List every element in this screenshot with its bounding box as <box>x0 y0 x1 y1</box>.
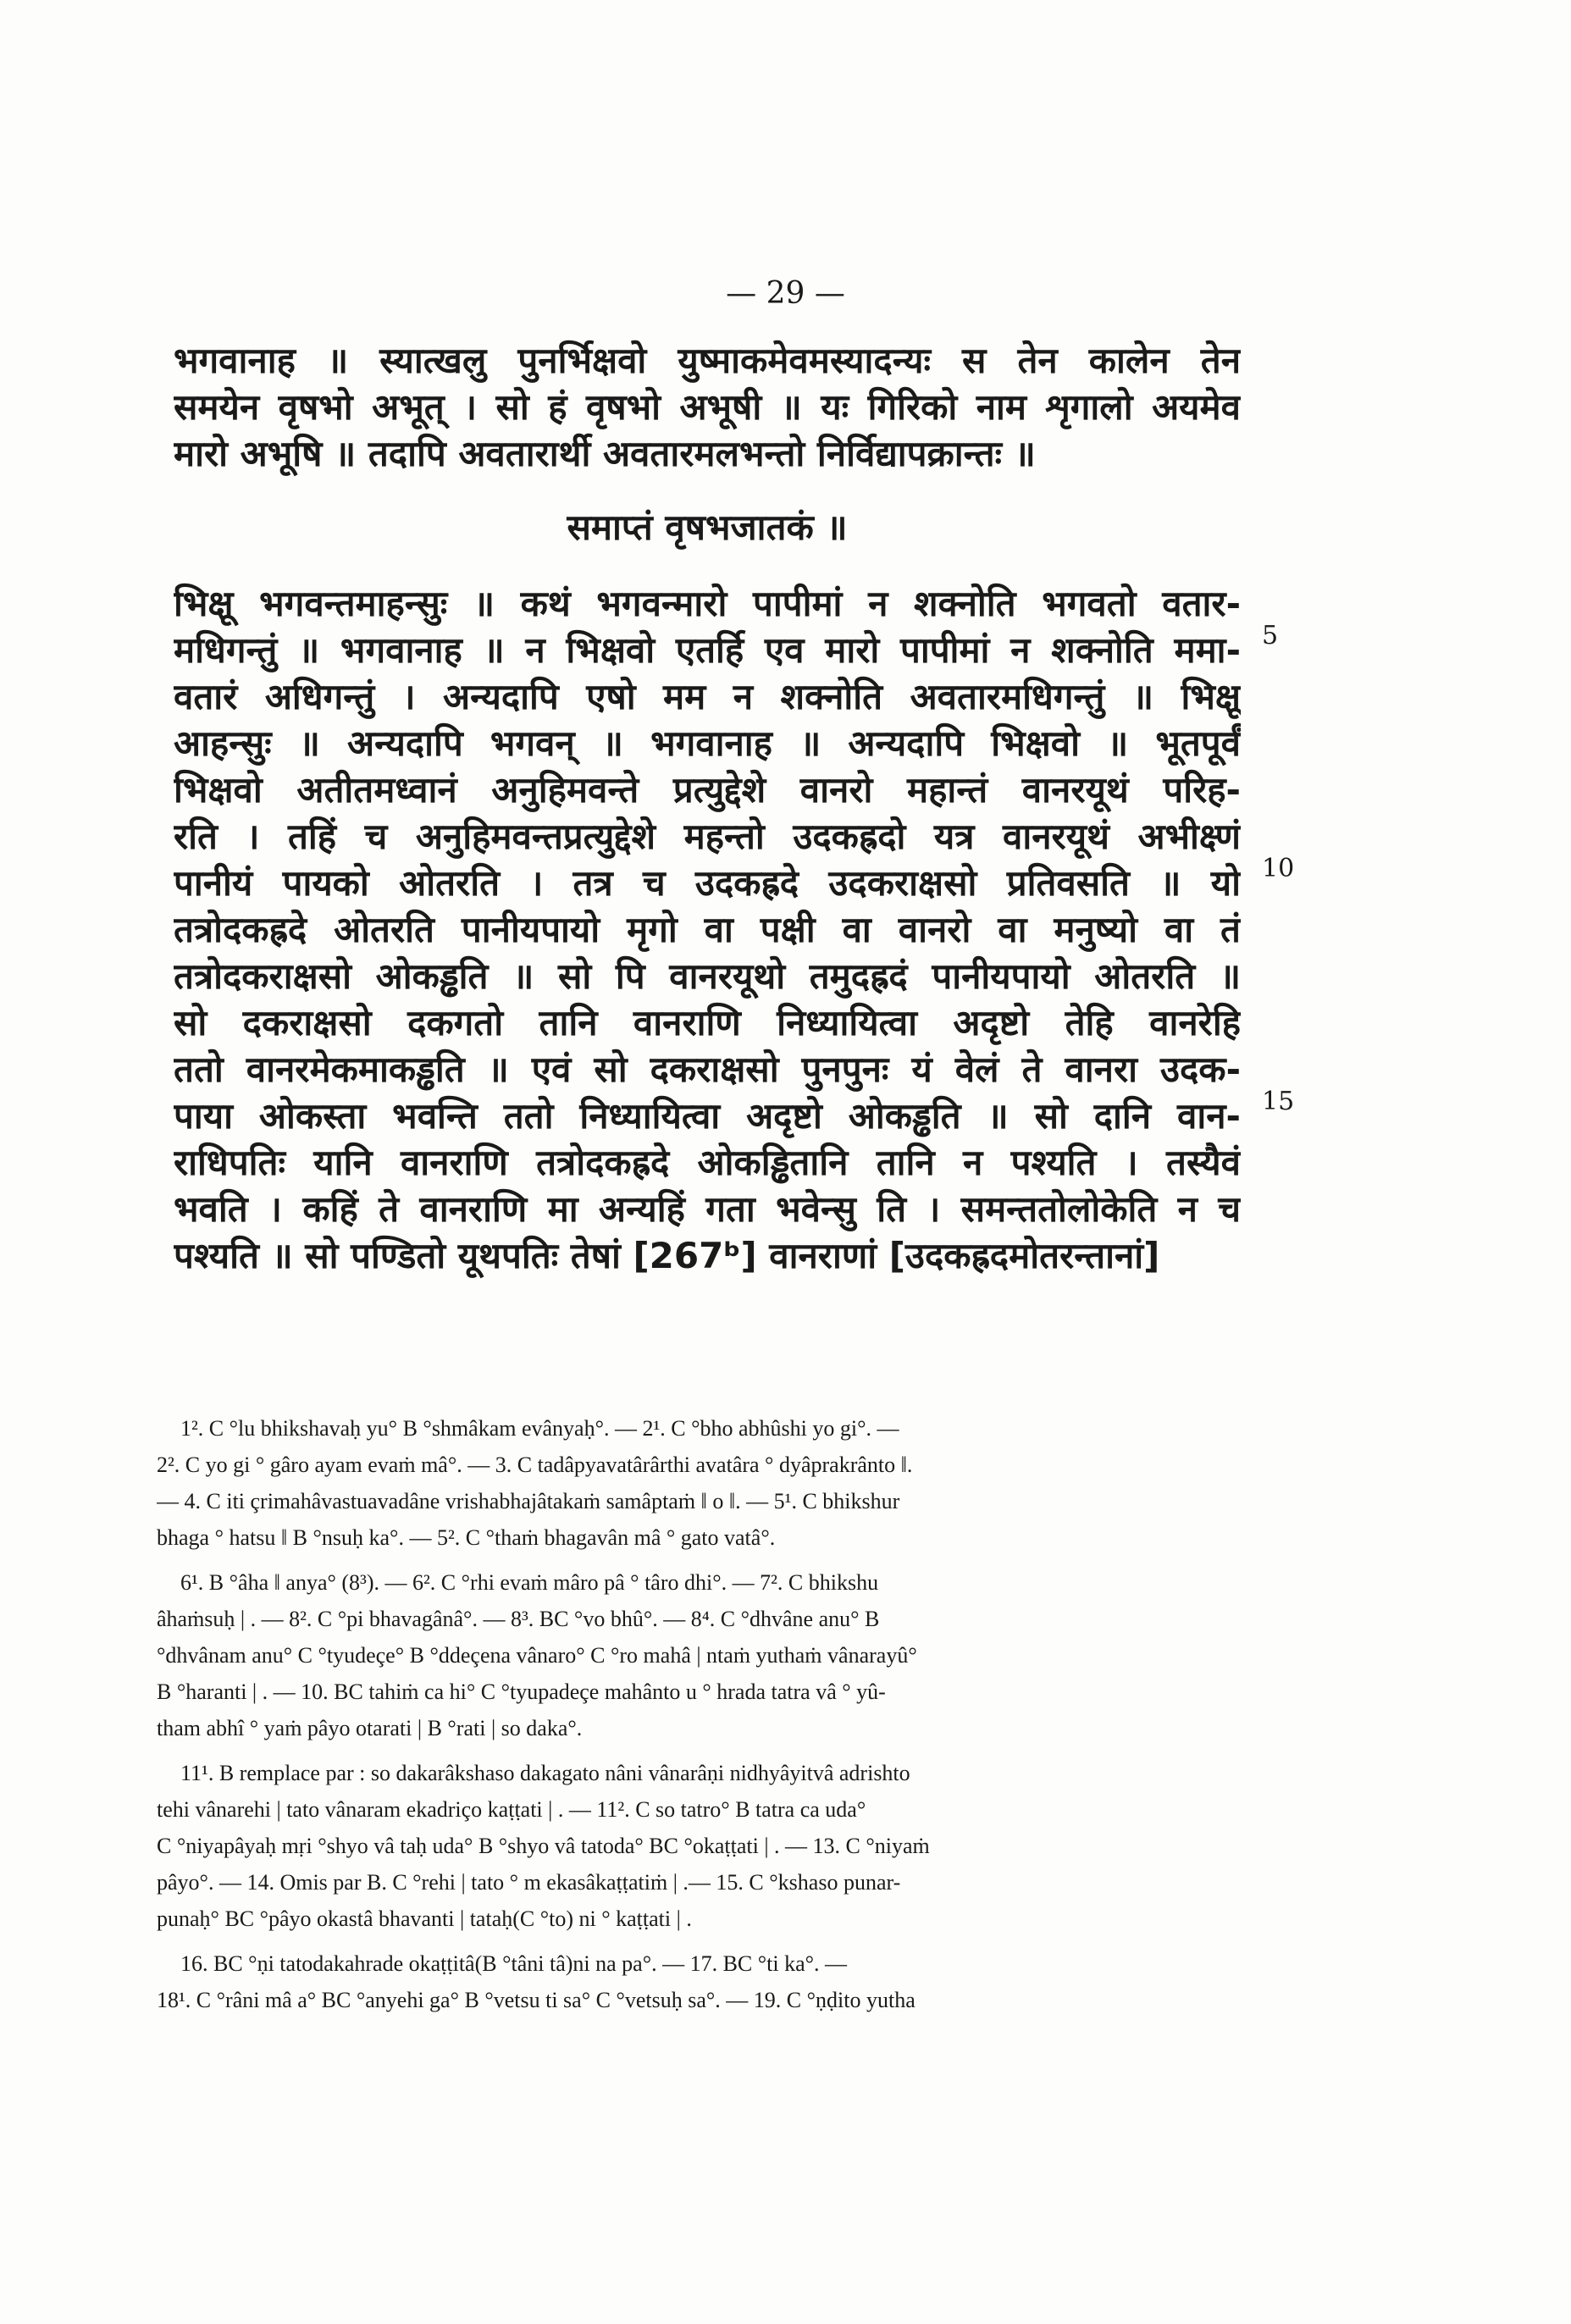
footnote-line: 11¹. B remplace par : so dakarâkshaso dakagato nâni vânarâṇi nidhyâyitvâ adrishto <box>180 1761 910 1785</box>
footnote-paragraph <box>157 1945 1236 2018</box>
footnote-line: — 4. C iti çrimahâvastuavadâne vrishabhajâtakaṁ samâptaṁ ‖ o ‖. — 5¹. C bhikshur <box>157 1489 900 1513</box>
line-number: 10 <box>1262 854 1295 883</box>
text-line: पाया ओकस्ता भवन्ति ततो निध्यायित्वा अदृष्टो ओकड्ढति ॥ सो दानि वान- <box>174 1095 1241 1137</box>
text-line: राधिपतिः यानि वानराणि तत्रोदकह्रदे ओकड्ढितानि तानि न पश्यति । तस्यैवं <box>174 1142 1241 1183</box>
text-line: पानीयं पायको ओतरति । तत्र च उदकह्रदे उदकराक्षसो प्रतिवसति ॥ यो <box>174 862 1241 904</box>
text-line: तत्रोदकराक्षसो ओकड्ढति ॥ सो पि वानरयूथो तमुदह्रदं पानीयपायो ओतरति ॥ <box>174 955 1241 997</box>
footnote-paragraph <box>157 1410 1236 1556</box>
sanskrit-text <box>174 337 1295 1279</box>
text-line: सो दकराक्षसो दकगतो तानि वानराणि निध्यायित्वा अदृष्टो तेहि वानरेहि <box>174 1002 1241 1043</box>
footnote-line: 18¹. C °râni mâ a° BC °anyehi ga° B °vetsu ti sa° C °vetsuḥ sa°. — 19. C °ṇḍito yutha <box>157 1988 915 2012</box>
text-line: समयेन वृषभो अभूत् । सो हं वृषभो अभूषी ॥ यः गिरिको नाम शृगालो अयमेव <box>174 386 1241 428</box>
page-number: — 29 — <box>726 276 845 311</box>
footnotes <box>157 1410 1236 2027</box>
footnote-line: punaḥ° BC °pâyo okastâ bhavanti | tataḥ(C °to) ni ° kaṭṭati | . <box>157 1906 692 1931</box>
footnote-line: 16. BC °ṇi tatodakahrade okaṭṭitâ(B °tâni tâ)ni na pa°. — 17. BC °ti ka°. — <box>180 1951 848 1976</box>
text-line: भिक्षू भगवन्तमाहन्सुः ॥ कथं भगवन्मारो पापीमां न शक्नोति भगवतो वतार- <box>174 583 1241 624</box>
text-line: भगवानाह ॥ स्यात्खलु पुनर्भिक्षवो युष्माकमेवमस्यादन्यः स तेन कालेन तेन <box>174 340 1241 381</box>
footnote-line: âhaṁsuḥ | . — 8². C °pi bhavagânâ°. — 8³. BC °vo bhû°. — 8⁴. C °dhvâne anu° B <box>157 1607 880 1631</box>
footnote-line: 2². C yo gi ° gâro ayam evaṁ mâ°. — 3. C tadâpyavatârârthi avatâra ° dyâprakrânto ‖. <box>157 1452 913 1477</box>
text-line: मधिगन्तुं ॥ भगवानाह ॥ न भिक्षवो एतर्हि एव मारो पापीमां न शक्नोति ममा- <box>174 629 1241 671</box>
text-line: तत्रोदकह्रदे ओतरति पानीयपायो मृगो वा पक्षी वा वानरो वा मनुष्यो वा तं <box>174 909 1241 950</box>
footnote-paragraph <box>157 1755 1236 1937</box>
text-line: रति । तहिं च अनुहिमवन्तप्रत्युद्देशे महन्तो उदकह्रदो यत्र वानरयूथं अभीक्ष्णं <box>174 816 1241 857</box>
text-line: भवति । कहिं ते वानराणि मा अन्यहिं गता भवेन्सु ति । समन्ततोलोकेति न च <box>174 1188 1241 1230</box>
footnote-line: tham abhî ° yaṁ pâyo otarati | B °rati | so daka°. <box>157 1716 583 1740</box>
footnote-paragraph <box>157 1564 1236 1746</box>
text-line: आहन्सुः ॥ अन्यदापि भगवन् ॥ भगवानाह ॥ अन्यदापि भिक्षवो ॥ भूतपूर्वं <box>174 722 1241 764</box>
text-line: भिक्षवो अतीतमध्वानं अनुहिमवन्ते प्रत्युद्देशे वानरो महान्तं वानरयूथं परिह- <box>174 769 1241 811</box>
text-line: वतारं अधिगन्तुं । अन्यदापि एषो मम न शक्नोति अवतारमधिगन्तुं ॥ भिक्षू <box>174 676 1241 717</box>
footnote-line: 6¹. B °âha ‖ anya° (8³). — 6². C °rhi evaṁ mâro pâ ° târo dhi°. — 7². C bhikshu <box>180 1570 879 1595</box>
text-line: पश्यति ॥ सो पण्डितो यूथपतिः तेषां [267ᵇ] वानराणां [उदकह्रदमोतरन्तानां] <box>174 1235 1160 1276</box>
footnote-line: tehi vânarehi | tato vânaram ekadriço kaṭṭati | . — 11². C so tatro° B tatra ca uda° <box>157 1797 866 1822</box>
line-number: 5 <box>1262 621 1279 650</box>
text-line: मारो अभूषि ॥ तदापि अवतारार्थी अवतारमलभन्तो निर्विद्यापक्रान्तः ॥ <box>174 433 1036 474</box>
footnote-line: °dhvânam anu° C °tyudeçe° B °ddeçena vânaro° C °ro mahâ | ntaṁ yuthaṁ vânarayû° <box>157 1643 917 1668</box>
line-number: 15 <box>1262 1087 1295 1116</box>
text-line: ततो वानरमेकमाकड्ढति ॥ एवं सो दकराक्षसो पुनपुनः यं वेलं ते वानरा उदक- <box>174 1049 1241 1090</box>
footnote-line: 1². C °lu bhikshavaḥ yu° B °shmâkam evânyaḥ°. — 2¹. C °bho abhûshi yo gi°. — <box>180 1416 899 1441</box>
colophon: समाप्तं वृषभजातकं ॥ <box>567 506 848 548</box>
footnote-line: C °niyapâyaḥ mṛi °shyo vâ taḥ uda° B °shyo vâ tatoda° BC °okaṭṭati | . — 13. C °niyaṁ <box>157 1834 930 1858</box>
footnote-line: B °haranti | . — 10. BC tahiṁ ca hi° C °tyupadeçe mahânto u ° hrada tatra vâ ° yû- <box>157 1679 886 1704</box>
footnote-line: pâyo°. — 14. Omis par B. C °rehi | tato ° m ekasâkaṭṭatiṁ | .— 15. C °kshaso punar- <box>157 1870 901 1895</box>
footnote-line: bhaga ° hatsu ‖ B °nsuḥ ka°. — 5². C °thaṁ bhagavân mâ ° gato vatâ°. <box>157 1525 776 1550</box>
